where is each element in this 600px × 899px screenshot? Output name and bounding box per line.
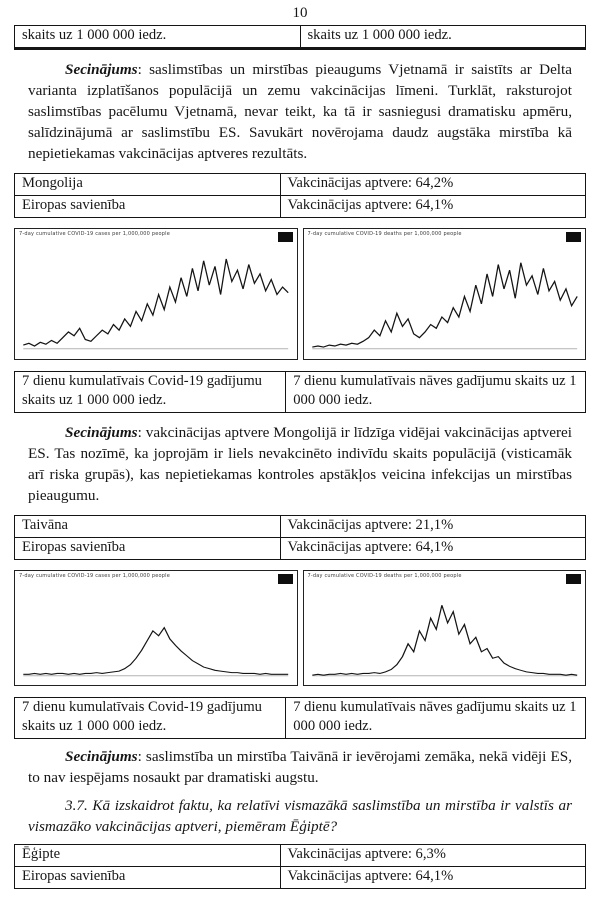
caption-table-taiwan <box>14 697 586 739</box>
country-cell: Ēģipte <box>15 845 281 867</box>
coverage-table-mongolia <box>14 173 586 218</box>
coverage-cell: Vakcinācijas aptvere: 64,1% <box>280 196 586 218</box>
conclusion-paragraph-mongolia <box>28 422 572 506</box>
continuation-table <box>14 25 586 50</box>
lead-word: Secinājums <box>65 61 138 78</box>
caption-deaths-cell: 7 dienu kumulatīvais nāves gadījumu skaits uz 1 000 000 iedz. <box>286 698 586 739</box>
coverage-cell: Vakcinācijas aptvere: 21,1% <box>280 516 586 538</box>
paragraph-text: : vakcinācijas aptvere Mongolijā ir līdzīga vidējai vakcinācijas aptverei ES. Tas nozīmē, ka joprojām ir liels nevakcinēto indivīdu skaits populācijā (visticamāk arī riska grupās), kas nepietiekamas kontroles apstākļos veicina infekcijas un mirstības pieaugumu. <box>28 424 572 504</box>
chart-taiwan-cases <box>14 570 298 686</box>
chart-mongolia-deaths <box>303 228 587 360</box>
lead-word: Secinājums <box>65 424 138 441</box>
lead-word: Secinājums <box>65 748 138 765</box>
caption-cases-cell: 7 dienu kumulatīvais Covid-19 gadījumu skaits uz 1 000 000 iedz. <box>15 372 286 413</box>
coverage-cell: Vakcinācijas aptvere: 64,2% <box>280 174 586 196</box>
charts-row-taiwan <box>14 570 586 686</box>
chart-smallprint-text: 7-day cumulative COVID-19 cases per 1,000,000 people <box>19 231 170 237</box>
table-row <box>15 372 586 413</box>
chart-canvas <box>18 244 294 356</box>
coverage-cell: Vakcinācijas aptvere: 6,3% <box>280 845 586 867</box>
caption-table-mongolia <box>14 371 586 413</box>
chart-smallprint-text: 7-day cumulative COVID-19 deaths per 1,000,000 people <box>307 231 462 237</box>
question-paragraph-3-7: 3.7. Kā izskaidrot faktu, ka relatīvi vismazākā saslimstība un mirstība ir valstīs ar vismazāko vakcinācijas aptveri, piemēram Ēģiptē? <box>28 797 572 835</box>
table-row <box>15 26 586 49</box>
table-row <box>15 867 586 889</box>
paragraph-text: : saslimstība un mirstība Taivānā ir ievērojami zemāka, nekā vidēji ES, to nav iespējams nosaukt par dramatiski augstu. <box>28 748 572 786</box>
chart-canvas <box>18 586 294 682</box>
table-row <box>15 516 586 538</box>
country-cell: Eiropas savienība <box>15 196 281 218</box>
chart-logo-block <box>566 574 581 584</box>
country-cell: Mongolija <box>15 174 281 196</box>
chart-canvas <box>307 244 583 356</box>
continuation-cell-right: skaits uz 1 000 000 iedz. <box>300 26 586 49</box>
table-row <box>15 174 586 196</box>
caption-cases-cell: 7 dienu kumulatīvais Covid-19 gadījumu skaits uz 1 000 000 iedz. <box>15 698 286 739</box>
table-row <box>15 698 586 739</box>
country-cell: Eiropas savienība <box>15 538 281 560</box>
table-row <box>15 538 586 560</box>
coverage-table-egypt <box>14 844 586 889</box>
chart-logo-block <box>278 574 293 584</box>
chart-canvas <box>307 586 583 682</box>
continuation-cell-left: skaits uz 1 000 000 iedz. <box>15 26 301 49</box>
chart-mongolia-cases <box>14 228 298 360</box>
country-cell: Taivāna <box>15 516 281 538</box>
page-number: 10 <box>292 5 308 21</box>
coverage-table-taiwan <box>14 515 586 560</box>
chart-logo-block <box>566 232 581 242</box>
chart-smallprint-text: 7-day cumulative COVID-19 deaths per 1,000,000 people <box>307 573 462 579</box>
charts-row-mongolia <box>14 228 586 360</box>
chart-smallprint-text: 7-day cumulative COVID-19 cases per 1,000,000 people <box>19 573 170 579</box>
coverage-cell: Vakcinācijas aptvere: 64,1% <box>280 538 586 560</box>
chart-taiwan-deaths <box>303 570 587 686</box>
paragraph-text: : saslimstības un mirstības pieaugums Vjetnamā ir saistīts ar Delta varianta izplatīšanos populācijā un zemu vakcinācijas līmeni. Turklāt, raksturojot saslimstības pacēlumu Vjetnamā, nevar teikt, ka tā ir sasniegusi dramatisku apmēru, salīdzinājumā ar saslimstību ES. Savukārt novērojama daudz augstāka mirstība kā nepietiekamas vakcinācijas aptveres rezultāts. <box>28 61 572 162</box>
conclusion-paragraph-vietnam <box>28 59 572 164</box>
chart-logo-block <box>278 232 293 242</box>
caption-deaths-cell: 7 dienu kumulatīvais nāves gadījumu skaits uz 1 000 000 iedz. <box>286 372 586 413</box>
table-row <box>15 196 586 218</box>
country-cell: Eiropas savienība <box>15 867 281 889</box>
coverage-cell: Vakcinācijas aptvere: 64,1% <box>280 867 586 889</box>
table-row <box>15 845 586 867</box>
conclusion-paragraph-taiwan <box>28 746 572 788</box>
